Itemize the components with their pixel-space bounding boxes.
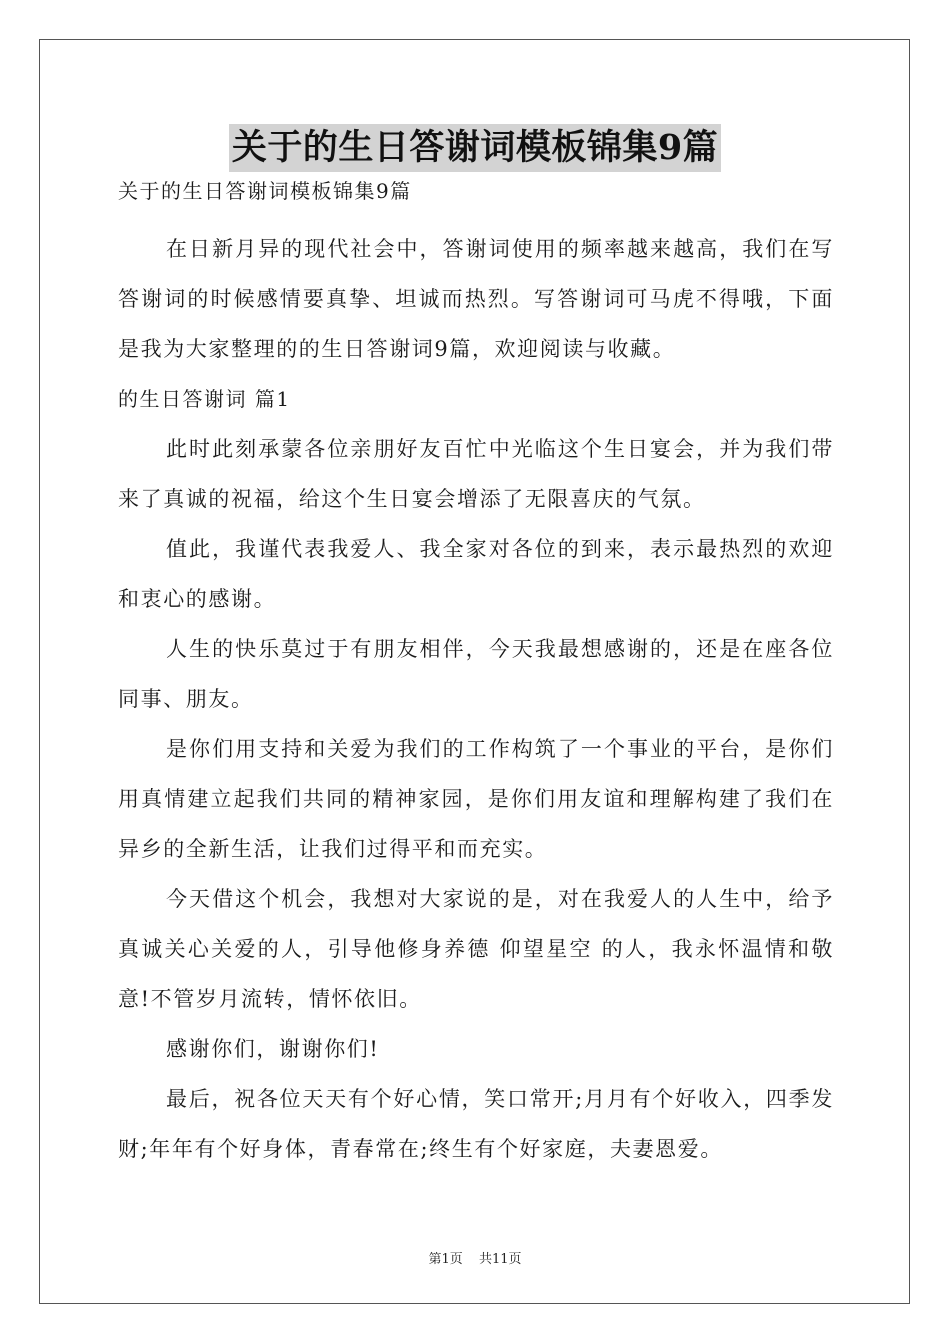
body-paragraph-2: 值此，我谨代表我爱人、我全家对各位的到来，表示最热烈的欢迎和衷心的感谢。 [118,537,834,611]
body-paragraph-1: 此时此刻承蒙各位亲朋好友百忙中光临这个生日宴会，并为我们带来了真诚的祝福，给这个生日宴会增添了无限喜庆的气氛。 [118,437,834,511]
document-subtitle: 关于的生日答谢词模板锦集9篇 [118,179,412,203]
body-paragraph-3: 人生的快乐莫过于有朋友相伴，今天我最想感谢的，还是在座各位同事、朋友。 [118,637,834,711]
document-body [118,178,834,1174]
section-heading: 的生日答谢词 篇1 [118,387,291,411]
intro-paragraph: 在日新月异的现代社会中，答谢词使用的频率越来越高，我们在写答谢词的时候感情要真挚、坦诚而热烈。写答谢词可马虎不得哦，下面是我为大家整理的的生日答谢词9篇，欢迎阅读与收藏。 [118,237,834,361]
page-total: 共11页 [478,1252,522,1267]
body-paragraph-6: 感谢你们，谢谢你们! [166,1037,380,1061]
body-paragraph-7: 最后，祝各位天天有个好心情，笑口常开;月月有个好收入，四季发财;年年有个好身体，青春常在;终生有个好家庭，夫妻恩爱。 [118,1087,834,1161]
body-paragraph-4: 是你们用支持和关爱为我们的工作构筑了一个事业的平台，是你们用真情建立起我们共同的精神家园，是你们用友谊和理解构建了我们在异乡的全新生活，让我们过得平和而充实。 [118,737,834,861]
title-container [0,124,950,172]
body-paragraph-5: 今天借这个机会，我想对大家说的是，对在我爱人的人生中，给予真诚关心关爱的人，引导他修身养德 仰望星空 的人，我永怀温情和敬意!不管岁月流转，情怀依旧。 [118,887,834,1011]
page-footer [0,1248,950,1267]
page-number: 第1页 [428,1252,463,1267]
document-title: 关于的生日答谢词模板锦集9篇 [229,124,721,172]
